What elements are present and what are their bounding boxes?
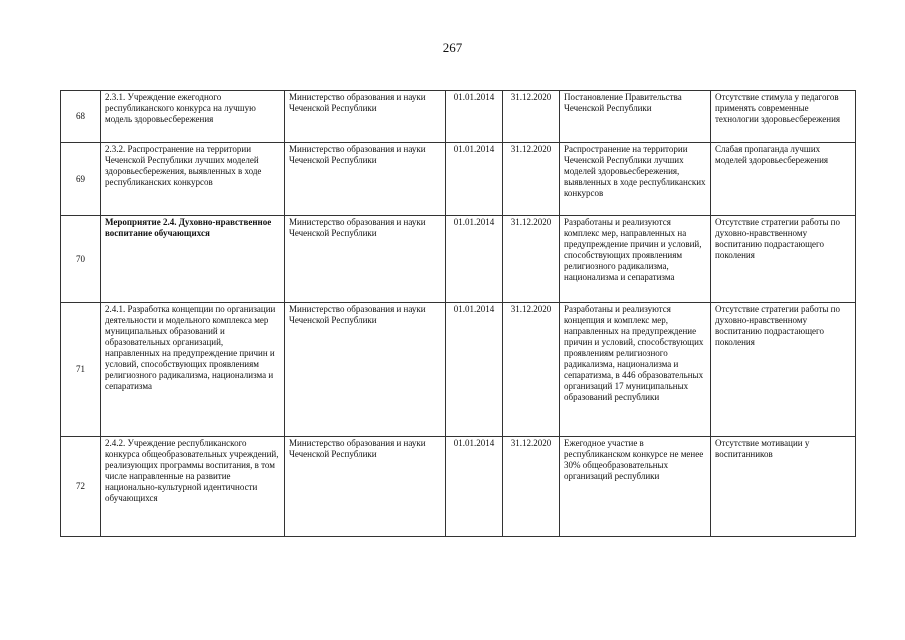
executor: Министерство образования и науки Чеченской Республики — [285, 303, 446, 437]
executor: Министерство образования и науки Чеченской Республики — [285, 143, 446, 216]
expected-result: Распространение на территории Чеченской Республики лучших моделей здоровьесбережения, выявленных в ходе республиканских конкурсов — [560, 143, 711, 216]
row-number: 71 — [61, 303, 101, 437]
row-number: 69 — [61, 143, 101, 216]
consequences: Отсутствие стратегии работы по духовно-нравственному воспитанию подрастающего поколения — [711, 303, 856, 437]
measure-name: Мероприятие 2.4. Духовно-нравственное воспитание обучающихся — [101, 216, 285, 303]
expected-result: Разработаны и реализуются комплекс мер, направленных на предупреждение причин и условий, способствующих проявлениям религиозного радикализма, национализма и сепаратизма — [560, 216, 711, 303]
start-date: 01.01.2014 — [446, 303, 503, 437]
start-date: 01.01.2014 — [446, 143, 503, 216]
executor: Министерство образования и науки Чеченской Республики — [285, 216, 446, 303]
end-date: 31.12.2020 — [503, 216, 560, 303]
expected-result: Постановление Правительства Чеченской Республики — [560, 91, 711, 143]
row-number: 68 — [61, 91, 101, 143]
consequences: Отсутствие стратегии работы по духовно-нравственному воспитанию подрастающего поколения — [711, 216, 856, 303]
end-date: 31.12.2020 — [503, 437, 560, 537]
end-date: 31.12.2020 — [503, 91, 560, 143]
expected-result: Ежегодное участие в республиканском конкурсе не менее 30% общеобразовательных организаций республики — [560, 437, 711, 537]
consequences: Слабая пропаганда лучших моделей здоровьесбережения — [711, 143, 856, 216]
row-number: 72 — [61, 437, 101, 537]
page-number: 267 — [442, 40, 463, 55]
end-date: 31.12.2020 — [503, 303, 560, 437]
end-date: 31.12.2020 — [503, 143, 560, 216]
measure-name: 2.4.2. Учреждение республиканского конкурса общеобразовательных учреждений, реализующих программы воспитания, в том числе направленные на развитие национально-культурной идентичности обучающихся — [101, 437, 285, 537]
start-date: 01.01.2014 — [446, 91, 503, 143]
row-number: 70 — [61, 216, 101, 303]
measure-name: 2.4.1. Разработка концепции по организации деятельности и модельного комплекса мер муниципальных образований и образовательных организаций, направленных на предупреждение причин и условий, способствующих проявлениям религиозного радикализма, национализма и сепаратизма — [101, 303, 285, 437]
executor: Министерство образования и науки Чеченской Республики — [285, 437, 446, 537]
program-measures-table — [60, 90, 856, 537]
consequences: Отсутствие мотивации у воспитанников — [711, 437, 856, 537]
start-date: 01.01.2014 — [446, 437, 503, 537]
table-row — [61, 91, 856, 143]
table-row — [61, 216, 856, 303]
start-date: 01.01.2014 — [446, 216, 503, 303]
table-row — [61, 143, 856, 216]
expected-result: Разработаны и реализуются концепция и комплекс мер, направленных на предупреждение причин и условий, способствующих проявлениям религиозного радикализма, национализма и сепаратизма, в 446 образовательных организаций 17 муниципальных образований республики — [560, 303, 711, 437]
table-row — [61, 303, 856, 437]
executor: Министерство образования и науки Чеченской Республики — [285, 91, 446, 143]
table-row — [61, 437, 856, 537]
consequences: Отсутствие стимула у педагогов применять современные технологии здоровьесбережения — [711, 91, 856, 143]
measure-name: 2.3.2. Распространение на территории Чеченской Республики лучших моделей здоровьесбережения, выявленных в ходе республиканских конкурсов — [101, 143, 285, 216]
measure-name: 2.3.1. Учреждение ежегодного республиканского конкурса на лучшую модель здоровьесбережения — [101, 91, 285, 143]
